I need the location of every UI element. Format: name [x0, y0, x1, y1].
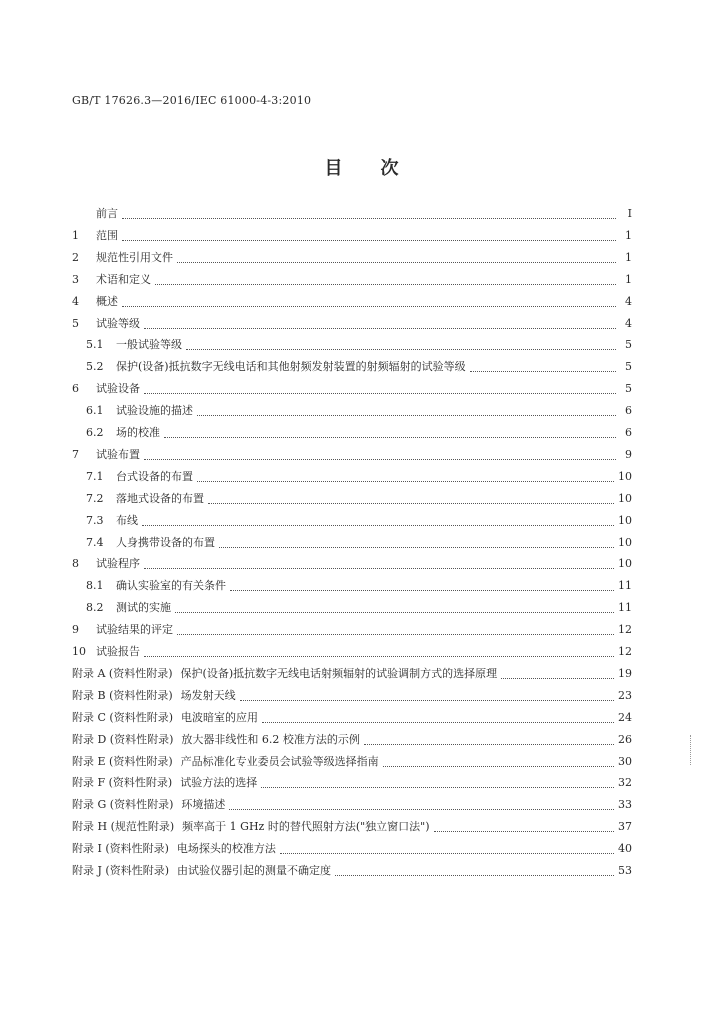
toc-entry[interactable]	[72, 293, 632, 313]
toc-entry-number: 8.2	[86, 601, 104, 615]
dot-leader	[155, 277, 616, 285]
toc-entry-number: 2	[72, 250, 79, 264]
toc-entry-page: 10	[618, 513, 632, 527]
toc-entry[interactable]	[72, 227, 632, 247]
dot-leader	[144, 561, 614, 569]
dot-leader	[197, 474, 614, 482]
toc-entry-page: Ⅰ	[627, 207, 632, 220]
toc-entry-title: 规范性引用文件	[96, 250, 173, 264]
toc-entry-number: 6.1	[86, 404, 104, 418]
dot-leader	[364, 737, 614, 745]
toc-entry[interactable]	[72, 840, 632, 860]
toc-entry-title: 概述	[96, 294, 118, 308]
toc-entry-page: 6	[625, 404, 632, 418]
toc-entry[interactable]	[72, 731, 632, 751]
toc-entry[interactable]	[72, 687, 632, 707]
toc-entry-number: 10	[72, 645, 86, 658]
toc-entry-page: 4	[625, 294, 632, 308]
toc-entry-title: 放大器非线性和 6.2 校准方法的示例	[181, 732, 360, 746]
toc-entry-page: 11	[618, 601, 632, 615]
toc-entry-page: 37	[618, 820, 632, 834]
toc-entry-title: 由试验仪器引起的测量不确定度	[177, 864, 331, 877]
dot-leader	[501, 671, 614, 679]
dot-leader	[262, 715, 614, 723]
toc-entry-number: 5.1	[86, 338, 104, 352]
toc-entry-page: 10	[618, 469, 632, 483]
toc-entry-number: 9	[72, 623, 79, 637]
toc-entry-title: 频率高于 1 GHz 时的替代照射方法("独立窗口法")	[182, 820, 430, 834]
toc-entry-page: 33	[618, 798, 632, 812]
toc-entry-number: 附录 F (资料性附录)	[72, 776, 173, 790]
dot-leader	[186, 342, 616, 350]
toc-entry-page: 5	[625, 360, 632, 374]
toc-entry-title: 确认实验室的有关条件	[116, 579, 226, 593]
dot-leader	[383, 759, 614, 767]
toc-entry-page: 1	[625, 250, 632, 264]
toc-entry-number: 7.1	[86, 469, 104, 483]
title-char-1: 目	[324, 158, 345, 179]
dot-leader	[122, 299, 616, 307]
toc-entry-page: 40	[618, 842, 632, 856]
toc-entry-page: 5	[625, 338, 632, 352]
toc-entry-page: 32	[618, 776, 632, 790]
toc-entry[interactable]	[86, 336, 632, 356]
toc-entry[interactable]	[72, 315, 632, 335]
toc-entry[interactable]	[72, 862, 632, 882]
toc-entry-number: 附录 H (规范性附录)	[72, 820, 175, 834]
toc-entry-title: 一般试验等级	[116, 338, 182, 352]
toc-entry[interactable]	[72, 665, 632, 685]
toc-entry-number: 6	[72, 382, 79, 396]
toc-entry-number: 7	[72, 447, 79, 461]
toc-entry[interactable]	[86, 490, 632, 510]
toc-entry-page: 10	[618, 535, 632, 549]
toc-entry[interactable]	[72, 753, 632, 773]
toc-entry[interactable]	[72, 380, 632, 400]
toc-entry-page: 4	[625, 316, 632, 330]
toc-entry-number: 8.1	[86, 579, 104, 593]
toc-entry[interactable]	[86, 534, 632, 554]
dot-leader	[144, 386, 616, 394]
toc-entry[interactable]	[72, 249, 632, 269]
toc-entry-number: 8	[72, 557, 79, 571]
scan-mark	[690, 735, 701, 765]
toc-entry-title: 试验布置	[96, 447, 140, 461]
toc-entry-number: 附录 B (资料性附录)	[72, 688, 173, 702]
toc-entry-page: 12	[618, 623, 632, 637]
dot-leader	[144, 452, 616, 460]
toc-entry-number: 附录 E (资料性附录)	[72, 754, 173, 768]
toc-entry-title: 电波暗室的应用	[181, 710, 258, 724]
toc-entry-number: 1	[72, 228, 79, 242]
toc-entry-page: 10	[618, 557, 632, 571]
toc-entry[interactable]	[72, 271, 632, 291]
toc-entry-page: 30	[618, 754, 632, 768]
toc-entry-page: 5	[625, 382, 632, 396]
dot-leader	[197, 408, 616, 416]
toc-entry-page: 10	[618, 491, 632, 505]
toc-entry-title: 试验报告	[96, 645, 140, 658]
toc-entry-title: 场发射天线	[180, 688, 236, 702]
dot-leader	[177, 255, 616, 263]
toc-entry-number: 3	[72, 272, 79, 286]
toc-entry[interactable]	[72, 709, 632, 729]
toc-entry-title: 场的校准	[116, 426, 160, 439]
toc-entry-title: 术语和定义	[96, 272, 151, 286]
toc-entry-number: 6.2	[86, 426, 104, 439]
toc-entry-page: 11	[618, 579, 632, 593]
toc-entry[interactable]	[72, 643, 632, 663]
dot-leader	[175, 605, 614, 613]
toc-entry-title: 产品标准化专业委员会试验等级选择指南	[180, 754, 379, 768]
dot-leader	[219, 540, 614, 548]
toc-entry-page: 23	[618, 688, 632, 702]
toc-entry-title: 试验方法的选择	[180, 776, 258, 790]
toc-entry-title: 试验设施的描述	[116, 404, 193, 418]
dot-leader	[470, 364, 616, 372]
toc-entry-number: 7.3	[86, 513, 104, 527]
toc-entry[interactable]	[86, 424, 632, 444]
dot-leader	[122, 233, 616, 241]
toc-entry-number: 4	[72, 294, 79, 308]
toc-entry[interactable]	[72, 796, 632, 816]
toc-entry[interactable]	[86, 577, 632, 597]
dot-leader	[144, 321, 616, 329]
toc-entry[interactable]	[72, 446, 632, 466]
toc-entry-page: 6	[625, 426, 632, 439]
dot-leader	[177, 627, 614, 635]
dot-leader	[144, 649, 614, 657]
toc-entry[interactable]	[86, 512, 632, 532]
toc-entry[interactable]	[72, 818, 632, 838]
toc-entry[interactable]	[86, 402, 632, 422]
toc-entry-page: 19	[618, 666, 632, 680]
toc-entry-title: 落地式设备的布置	[116, 491, 204, 505]
toc-entry-page: 1	[625, 228, 632, 242]
toc-entry[interactable]	[86, 468, 632, 488]
toc-entry-title: 电场探头的校准方法	[176, 842, 276, 856]
dot-leader	[208, 496, 614, 504]
dot-leader	[230, 583, 614, 591]
dot-leader	[164, 430, 616, 438]
toc-entry-title: 台式设备的布置	[116, 469, 193, 483]
toc-entry[interactable]	[72, 774, 632, 794]
toc-entry-number: 5.2	[86, 360, 104, 374]
toc-entry-number: 7.2	[86, 491, 104, 505]
toc-entry-title: 保护(设备)抵抗数字无线电话射频辐射的试验调制方式的选择原理	[180, 666, 498, 680]
toc-entry-number: 附录 I (资料性附录)	[72, 842, 169, 856]
toc-entry-title: 人身携带设备的布置	[116, 535, 215, 549]
toc-entry-page: 1	[625, 272, 632, 286]
toc-entry-title: 试验设备	[96, 382, 140, 396]
dot-leader	[142, 518, 614, 526]
toc-entry[interactable]	[72, 621, 632, 641]
toc-entry-number: 附录 C (资料性附录)	[72, 710, 173, 724]
dot-leader	[229, 802, 614, 810]
title-char-2: 次	[380, 158, 401, 179]
toc-entry-number: 7.4	[86, 535, 104, 549]
toc-entry-title: 前言	[96, 207, 118, 220]
dot-leader	[280, 846, 614, 854]
toc-entry-page: 12	[618, 645, 632, 658]
toc-entry-title: 试验程序	[96, 557, 140, 571]
page-title	[0, 154, 725, 180]
toc-entry-title: 测试的实施	[116, 601, 171, 615]
toc-entry[interactable]	[72, 555, 632, 575]
toc-entry-title: 范围	[96, 228, 118, 242]
toc-entry-title: 试验等级	[96, 316, 140, 330]
dot-leader	[335, 868, 614, 876]
toc-entry-number: 附录 J (资料性附录)	[72, 864, 169, 877]
dot-leader	[240, 693, 614, 701]
toc-entry-number: 附录 G (资料性附录)	[72, 798, 174, 812]
toc-entry-number: 附录 D (资料性附录)	[72, 732, 174, 746]
toc-entry[interactable]	[86, 358, 632, 378]
toc-entry-number: 5	[72, 316, 79, 330]
dot-leader	[261, 780, 614, 788]
toc-entry[interactable]	[86, 599, 632, 619]
toc-entry-number: 附录 A (资料性附录)	[72, 666, 173, 680]
dot-leader	[122, 211, 616, 219]
toc-entry-page: 24	[618, 710, 632, 724]
toc-entry-title: 布线	[116, 513, 138, 527]
toc-entry-title: 环境描述	[181, 798, 226, 812]
toc-entry-page: 9	[625, 447, 632, 461]
toc-entry-title: 保护(设备)抵抗数字无线电话和其他射频发射装置的射频辐射的试验等级	[116, 360, 466, 374]
dot-leader	[434, 824, 614, 832]
toc-entry-page: 53	[618, 864, 632, 877]
toc-entry[interactable]	[72, 205, 632, 225]
toc-entry-page: 26	[618, 732, 632, 746]
toc-entry-title: 试验结果的评定	[96, 623, 173, 637]
document-header: GB/T 17626.3—2016/IEC 61000-4-3:2010	[72, 94, 312, 107]
